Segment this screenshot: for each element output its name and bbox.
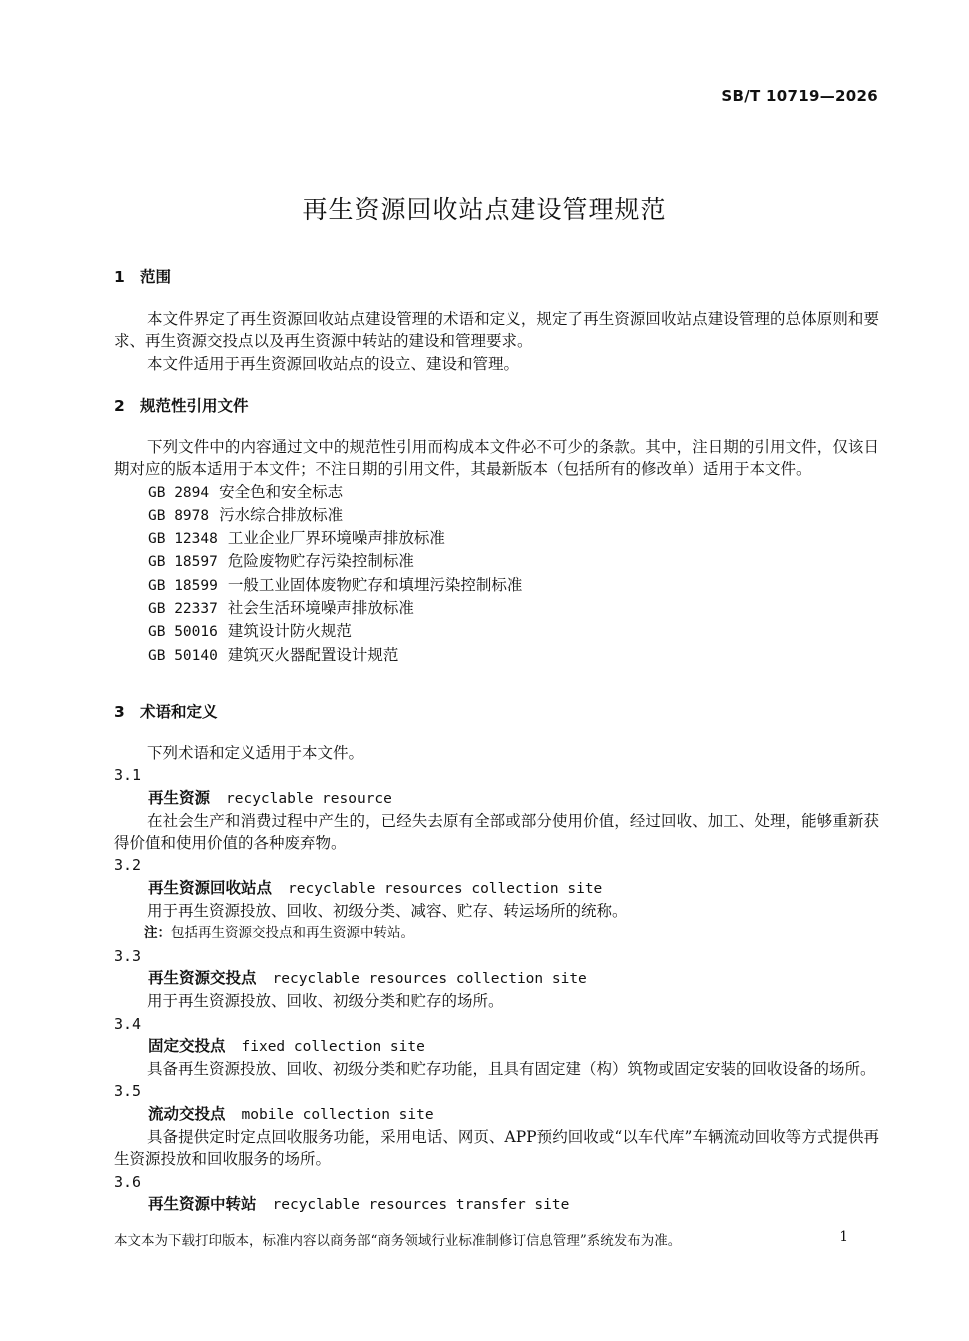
paragraph: 本文件界定了再生资源回收站点建设管理的术语和定义，规定了再生资源回收站点建设管理的总体原则和要求、再生资源交投点以及再生资源中转站的建设和管理要求。 [114, 310, 879, 351]
term-chinese: 流动交投点 [148, 1104, 226, 1123]
reference-name: 工业企业厂界环境噪声排放标准 [227, 529, 445, 548]
section-heading [114, 395, 879, 417]
term-number: 3.2 [114, 856, 142, 875]
section-heading [114, 701, 879, 723]
term-entry [114, 787, 879, 810]
section-number: 1 [114, 268, 125, 286]
term-entry [114, 1193, 879, 1216]
reference-code: GB 18599 [148, 577, 218, 594]
reference-code: GB 22337 [148, 601, 218, 618]
section-title: 规范性引用文件 [140, 397, 249, 415]
term-entry [114, 1103, 879, 1126]
reference-code: GB 8978 [148, 507, 210, 524]
section-title: 术语和定义 [140, 703, 218, 721]
section-1 [114, 266, 879, 288]
term-chinese: 再生资源 [148, 788, 211, 807]
section-2 [114, 395, 879, 417]
paragraph: 下列文件中的内容通过文中的规范性引用而构成本文件必不可少的条款。其中，注日期的引用文件，仅该日期对应的版本适用于本文件；不注日期的引用文件，其最新版本（包括所有的修改单）适用于本文件。 [114, 438, 879, 479]
term-english: recyclable resources collection site [272, 970, 587, 987]
term-english: fixed collection site [241, 1038, 425, 1055]
term-definition: 用于再生资源投放、回收、初级分类和贮存的场所。 [147, 992, 504, 1011]
term-entry [114, 877, 879, 900]
term-english: recyclable resources collection site [288, 880, 603, 897]
standard-code: SB/T 10719—2026 [721, 87, 878, 105]
term-definition: 具备再生资源投放、回收、初级分类和贮存功能，且具有固定建（构）筑物或固定安装的回收设备的场所。 [147, 1060, 876, 1079]
term-entry [114, 1035, 879, 1058]
term-number: 3.4 [114, 1014, 142, 1033]
reference-code: GB 50016 [148, 624, 218, 641]
reference-name: 安全色和安全标志 [219, 482, 344, 501]
reference-item [114, 644, 879, 667]
term-number: 3.6 [114, 1172, 142, 1191]
reference-name: 建筑灭火器配置设计规范 [227, 645, 399, 664]
section-2-body [114, 436, 879, 667]
term-english: recyclable resource [226, 790, 392, 807]
paragraph: 下列术语和定义适用于本文件。 [147, 744, 365, 762]
paragraph: 本文件适用于再生资源回收站点的设立、建设和管理。 [147, 354, 520, 373]
term-number: 3.5 [114, 1082, 142, 1101]
section-heading [114, 266, 879, 288]
section-1-body [114, 308, 879, 375]
reference-item [114, 504, 879, 527]
term-english: recyclable resources transfer site [272, 1196, 570, 1213]
reference-name: 污水综合排放标准 [219, 505, 344, 524]
term-note [114, 922, 879, 944]
reference-code: GB 50140 [148, 647, 218, 664]
term-english: mobile collection site [241, 1106, 434, 1123]
reference-name: 危险废物贮存污染控制标准 [227, 552, 414, 571]
term-definition: 在社会生产和消费过程中产生的，已经失去原有全部或部分使用价值，经过回收、加工、处理，能够重新获得价值和使用价值的各种废弃物。 [114, 811, 879, 853]
document-title: 再生资源回收站点建设管理规范 [302, 195, 667, 224]
reference-name: 建筑设计防火规范 [227, 622, 352, 641]
term-definition: 具备提供定时定点回收服务功能，采用电话、网页、APP预约回收或“以车代库”车辆流动回收等方式提供再生资源投放和回收服务的场所。 [114, 1128, 879, 1169]
term-chinese: 再生资源回收站点 [148, 878, 273, 897]
reference-name: 社会生活环境噪声排放标准 [227, 599, 414, 618]
reference-item [114, 550, 879, 573]
note-text: 包括再生资源交投点和再生资源中转站。 [171, 925, 414, 942]
section-3-body [114, 742, 879, 1216]
section-3 [114, 701, 879, 723]
term-chinese: 再生资源交投点 [148, 968, 257, 987]
page-number: 1 [839, 1229, 848, 1245]
footer-notice: 本文本为下载打印版本，标准内容以商务部“商务领域行业标准制修订信息管理”系统发布为准。 [114, 1233, 682, 1249]
term-definition: 用于再生资源投放、回收、初级分类、减容、贮存、转运场所的统称。 [147, 902, 628, 921]
reference-code: GB 12348 [148, 531, 218, 548]
reference-item [114, 620, 879, 643]
reference-item [114, 527, 879, 550]
reference-item [114, 574, 879, 597]
term-number: 3.1 [114, 766, 142, 785]
reference-item [114, 481, 879, 504]
section-number: 2 [114, 397, 125, 415]
reference-code: GB 2894 [148, 484, 210, 501]
section-number: 3 [114, 703, 125, 721]
term-chinese: 固定交投点 [148, 1036, 226, 1055]
section-title: 范围 [140, 268, 172, 286]
reference-item [114, 597, 879, 620]
reference-code: GB 18597 [148, 554, 218, 571]
term-entry [114, 967, 879, 990]
term-number: 3.3 [114, 946, 142, 965]
reference-name: 一般工业固体废物贮存和填埋污染控制标准 [227, 575, 523, 594]
note-label: 注： [144, 925, 171, 942]
term-chinese: 再生资源中转站 [148, 1194, 257, 1213]
